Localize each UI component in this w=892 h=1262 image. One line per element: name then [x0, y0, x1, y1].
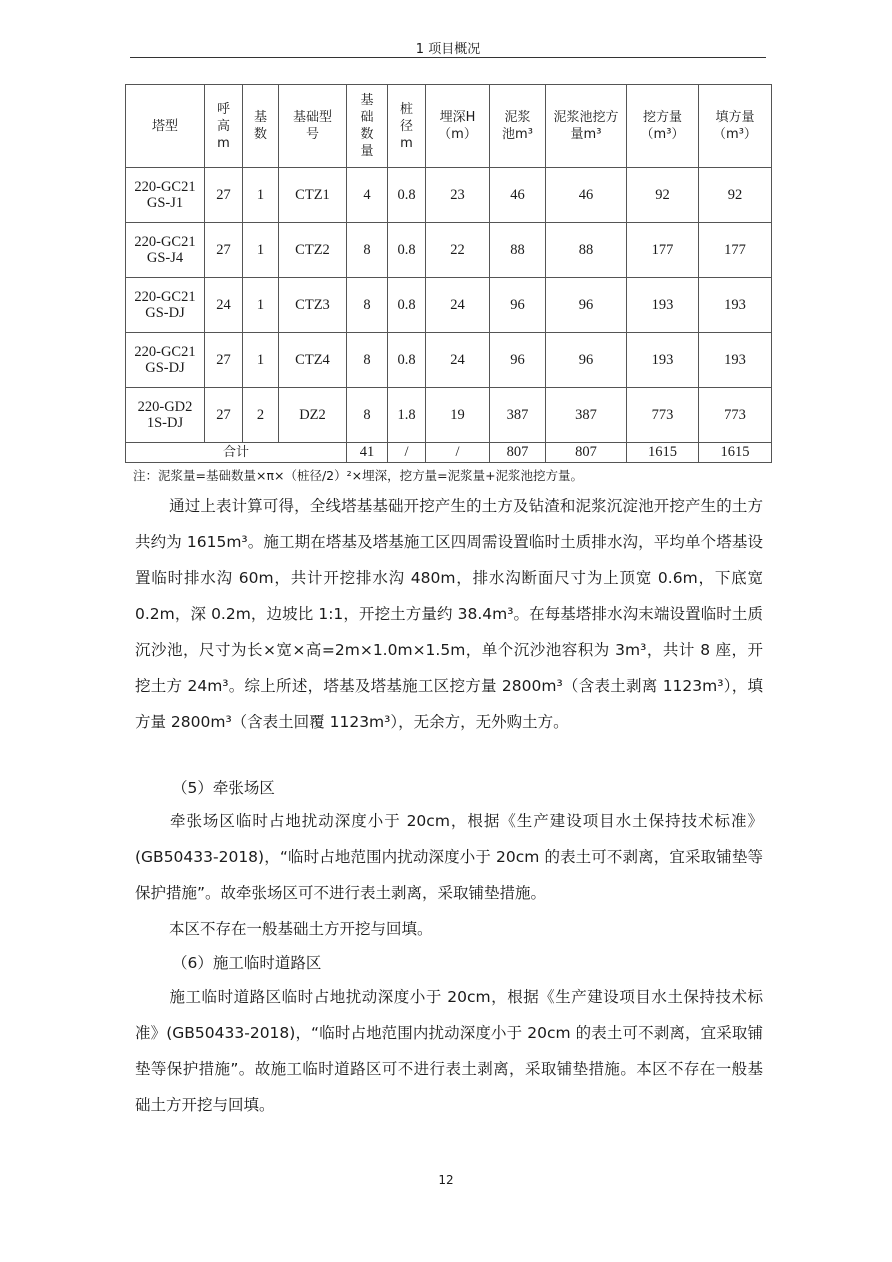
table-cell: 23: [426, 168, 490, 223]
table-cell: 27: [205, 223, 243, 278]
table-cell: /: [388, 443, 426, 463]
table-cell: CTZ2: [279, 223, 347, 278]
table-cell: 1: [243, 333, 279, 388]
table-cell: 27: [205, 388, 243, 443]
table-cell: 96: [490, 333, 546, 388]
section-heading: （6）施工临时道路区: [172, 954, 322, 972]
table-cell: 22: [426, 223, 490, 278]
table-cell: 88: [546, 223, 627, 278]
col-header: 呼高m: [205, 85, 243, 168]
col-header: 基础数量: [347, 85, 388, 168]
table-header-row: [126, 85, 772, 168]
tower-type-cell: 220-GC21GS-DJ: [126, 278, 205, 333]
col-header: 泥浆池挖方量m³: [546, 85, 627, 168]
table-cell: 1.8: [388, 388, 426, 443]
running-header: 1 项目概况: [415, 42, 481, 57]
table-row: [126, 278, 772, 333]
table-cell: 193: [699, 333, 772, 388]
table-cell: 0.8: [388, 333, 426, 388]
table-cell: 24: [426, 333, 490, 388]
table-cell: 27: [205, 333, 243, 388]
body-paragraph: 本区不存在一般基础土方开挖与回填。: [169, 920, 433, 938]
body-paragraph: 通过上表计算可得，全线塔基基础开挖产生的土方及钻渣和泥浆沉淀池开挖产生的土方共约为 1615m³。施工期在塔基及塔基施工区四周需设置临时土质排水沟，平均单个塔基设置临时排水沟 60m，共计开挖排水沟 480m，排水沟断面尺寸为上顶宽 0.6m，下底宽 0.2m，深 0.2m，边坡比 1:1，开挖土方量约 38.4m³。在每基塔排水沟末端设置临时土质沉沙池，尺寸为长×宽×高=2m×1.0m×1.5m，单个沉沙池容积为 3m³，共计 8 座，开挖土方 24m³。综上所述，塔基及塔基施工区挖方量 2800m³（含表土剥离 1123m³），填方量 2800m³（含表土回覆 1123m³），无余方，无外购土方。: [135, 497, 763, 731]
table-cell: 2: [243, 388, 279, 443]
table-cell: 773: [699, 388, 772, 443]
body-paragraph: 施工临时道路区临时占地扰动深度小于 20cm，根据《生产建设项目水土保持技术标准》(GB50433-2018)，“临时占地范围内扰动深度小于 20cm 的表土可不剥离，宜采取铺垫等保护措施”。故施工临时道路区可不进行表土剥离，采取铺垫措施。本区不存在一般基础土方开挖与回填。: [135, 988, 763, 1114]
table-cell: 177: [627, 223, 699, 278]
table-total-row: [126, 443, 772, 463]
tower-type-cell: 220-GC21GS-J1: [126, 168, 205, 223]
table-cell: 0.8: [388, 223, 426, 278]
table-cell: 8: [347, 333, 388, 388]
table-cell: 1: [243, 278, 279, 333]
table-cell: 46: [546, 168, 627, 223]
table-cell: 807: [490, 443, 546, 463]
tower-type-cell: 220-GC21GS-DJ: [126, 333, 205, 388]
tower-type-cell: 220-GD21S-DJ: [126, 388, 205, 443]
table-cell: 0.8: [388, 278, 426, 333]
section-heading: （5）牵张场区: [172, 779, 275, 797]
table-cell: 8: [347, 223, 388, 278]
tower-type-cell: 220-GC21GS-J4: [126, 223, 205, 278]
table-cell: 19: [426, 388, 490, 443]
table-cell: 24: [426, 278, 490, 333]
table-cell: 177: [699, 223, 772, 278]
body-paragraph: 牵张场区临时占地扰动深度小于 20cm，根据《生产建设项目水土保持技术标准》(GB50433-2018)，“临时占地范围内扰动深度小于 20cm 的表土可不剥离，宜采取铺垫等保护措施”。故牵张场区可不进行表土剥离，采取铺垫措施。: [135, 812, 763, 902]
table-cell: 773: [627, 388, 699, 443]
table-cell: 27: [205, 168, 243, 223]
table-cell: 387: [490, 388, 546, 443]
table-cell: 193: [627, 278, 699, 333]
col-header: 基数: [243, 85, 279, 168]
col-header: 基础型号: [279, 85, 347, 168]
earthwork-table: [125, 84, 772, 463]
col-header: 塔型: [126, 85, 205, 168]
table-cell: 88: [490, 223, 546, 278]
table-cell: /: [426, 443, 490, 463]
col-header: 填方量（m³）: [699, 85, 772, 168]
col-header: 挖方量（m³）: [627, 85, 699, 168]
table-cell: CTZ4: [279, 333, 347, 388]
table-cell: 96: [546, 278, 627, 333]
table-cell: 1615: [699, 443, 772, 463]
total-label: 合计: [126, 443, 347, 463]
table-cell: 0.8: [388, 168, 426, 223]
col-header: 泥浆池m³: [490, 85, 546, 168]
table-note: 注：泥浆量=基础数量×π×（桩径/2）²×埋深，挖方量=泥浆量+泥浆池挖方量。: [133, 468, 584, 483]
table-cell: DZ2: [279, 388, 347, 443]
table-cell: 92: [627, 168, 699, 223]
table-row: [126, 168, 772, 223]
table-cell: 8: [347, 388, 388, 443]
page-number: 12: [438, 1173, 454, 1187]
table-cell: 193: [699, 278, 772, 333]
table-cell: 1: [243, 168, 279, 223]
table-cell: 46: [490, 168, 546, 223]
table-cell: 24: [205, 278, 243, 333]
table-cell: 96: [546, 333, 627, 388]
header-rule: [130, 57, 766, 58]
table-cell: 807: [546, 443, 627, 463]
table-cell: 193: [627, 333, 699, 388]
table-cell: 92: [699, 168, 772, 223]
table-row: [126, 388, 772, 443]
table-cell: 1615: [627, 443, 699, 463]
col-header: 桩径m: [388, 85, 426, 168]
table-cell: CTZ3: [279, 278, 347, 333]
table-cell: CTZ1: [279, 168, 347, 223]
table-cell: 387: [546, 388, 627, 443]
table-row: [126, 223, 772, 278]
table-cell: 4: [347, 168, 388, 223]
table-row: [126, 333, 772, 388]
table-cell: 1: [243, 223, 279, 278]
table-cell: 96: [490, 278, 546, 333]
table-cell: 41: [347, 443, 388, 463]
table-cell: 8: [347, 278, 388, 333]
col-header: 埋深H（m）: [426, 85, 490, 168]
